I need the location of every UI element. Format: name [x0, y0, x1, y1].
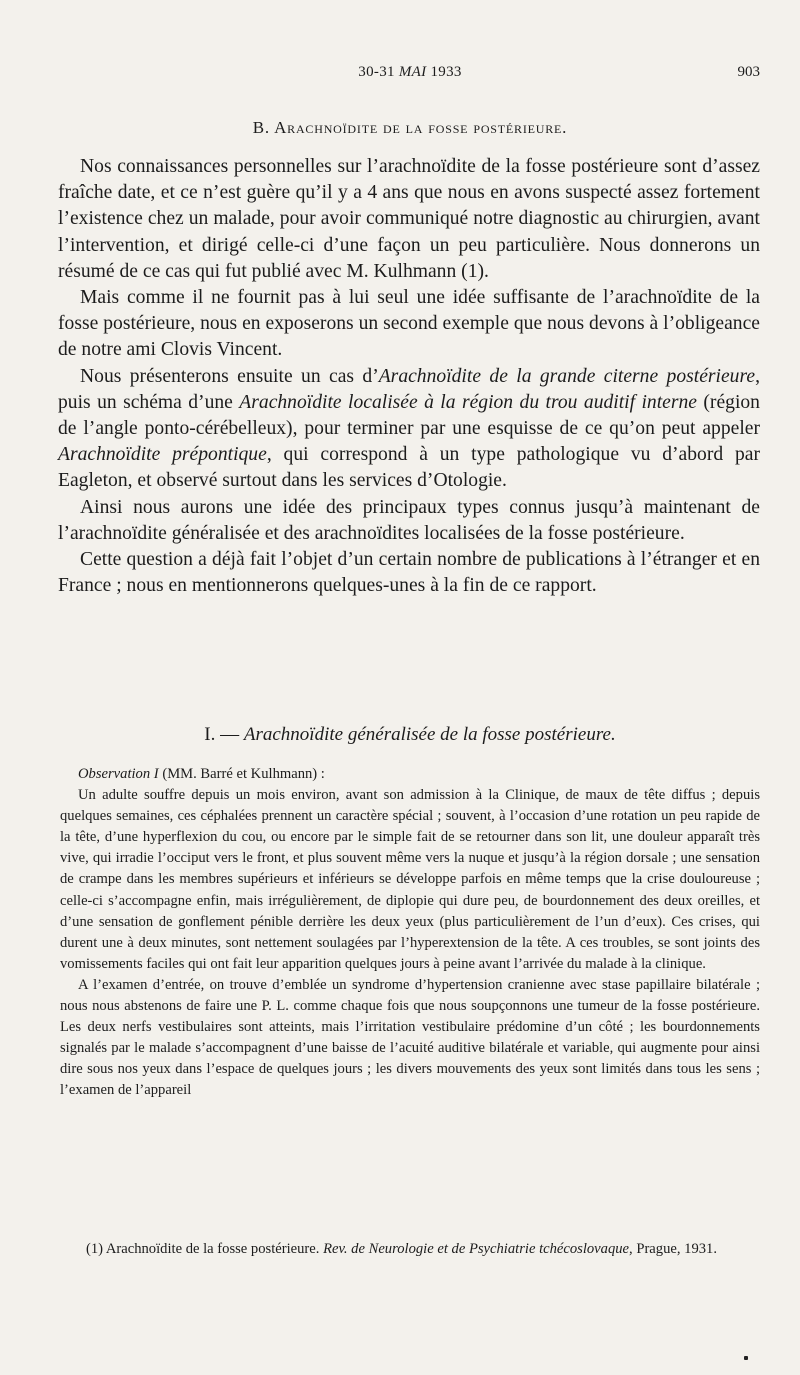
- intro-p3-italic-1: Arachnoïdite de la grande citerne postérieure: [378, 365, 756, 387]
- observation-body: [60, 764, 760, 1102]
- intro-p3-part-e: (région de l’angle ponto-cérébelleux), pour terminer par une esquisse de ce qu’on peut appeler: [58, 391, 760, 440]
- intro-paragraph-3: [58, 364, 760, 495]
- section-i-heading: [60, 724, 760, 746]
- observation-paragraph-2: A l’examen d’entrée, on trouve d’emblée un syndrome d’hypertension cranienne avec stase papillaire bilatérale ; nous nous abstenons de faire une P. L. comme chaque fois que nous soupçonnons une tumeur de la fosse postérieure. Les deux nerfs vestibulaires sont atteints, mais l’irritation vestibulaire prédomine d’un côté ; les bourdonnements signalés par le malade s’accompagnent d’une baisse de l’acuité auditive bilatérale et variable, qui augmente pour ainsi dire sous nos yeux dans l’espace de quelques jours ; les divers mouvements des yeux sont limités dans tous les sens ; l’examen de l’appareil: [60, 976, 760, 1099]
- header-date-prefix: 30-31: [358, 64, 395, 80]
- intro-p3-part-c: , puis un schéma d’une: [58, 365, 760, 413]
- intro-p3-italic-2: Arachnoïdite localisée à la région du trou auditif interne: [239, 391, 697, 413]
- footnote-text-c: , Prague, 1931.: [629, 1241, 717, 1257]
- footnote-text-a: (1) Arachnoïdite de la fosse postérieure.: [86, 1241, 324, 1257]
- intro-paragraph-1: Nos connaissances personnelles sur l’arachnoïdite de la fosse postérieure sont d’assez fraîche date, et ce n’est guère qu’il y a 4 ans que nous en avons suspecté assez fortement l’existence chez un malade, pour avoir communiqué notre diagnostic au chirurgien, avant l’intervention, et dirigé celle-ci d’une façon un peu particulière. Nous donnerons un résumé de ce cas qui fut publié avec M. Kulhmann (1).: [58, 156, 760, 282]
- intro-paragraph-2: Mais comme il ne fournit pas à lui seul une idée suffisante de l’arachnoïdite de la fosse postérieure, nous en exposerons un second exemple que nous devons à l’obligeance de notre ami Clovis Vincent.: [58, 287, 760, 361]
- section-b-heading: B. Arachnoïdite de la fosse postérieure.: [252, 118, 568, 137]
- header-date: [60, 64, 760, 81]
- footnote-1: [60, 1240, 760, 1259]
- intro-p3-italic-3: Arachnoïdite prépontique: [58, 444, 267, 466]
- observation-label: Observation I: [78, 766, 159, 782]
- observation-paragraph-1: Un adulte souffre depuis un mois environ, avant son admission à la Clinique, de maux de tête diffus ; depuis quelques semaines, ces céphalées prennent un caractère spécial ; souvent, à l’occasion d’une rotation un peu rapide de la tête, d’une hyperflexion du cou, ou encore par le simple fait de se retourner dans son lit, une douleur apparaît très vive, qui irradie l’occiput vers le front, et plus souvent même vers la nuque et jusqu’à la région dorsale ; une sensation de crampe dans les membres supérieurs et inférieurs se développe parfois en même temps que la crise douloureuse ; celle-ci s’accompagne enfin, mais irrégulièrement, de diplopie qui dure peu, de bourdonnement des deux oreilles, et d’une sensation de gonflement pénible derrière les deux yeux (plus particulièrement de l’un d’eux). Ces crises, qui durent une à deux minutes, sont nettement soulagées par l’hyperextension de la tête. A ces troubles, se sont joints des vomissements faciles qui ont fait leur apparition quelques jours à peine avant l’arrivée du malade à la clinique.: [60, 787, 760, 972]
- observation-heading: [60, 764, 760, 785]
- page-number: 903: [737, 64, 760, 80]
- footnote-journal: Rev. de Neurologie et de Psychiatrie tchécoslovaque: [323, 1241, 630, 1257]
- intro-paragraph-4: Ainsi nous aurons une idée des principaux types connus jusqu’à maintenant de l’arachnoïdite généralisée et des arachnoïdites localisées de la fosse postérieure.: [58, 496, 760, 544]
- header-date-year: 1933: [430, 64, 462, 80]
- intro-body: [58, 154, 760, 599]
- section-i-numeral: I. —: [204, 724, 240, 745]
- observation-authors: (MM. Barré et Kulhmann) :: [162, 766, 325, 782]
- intro-paragraph-5: Cette question a déjà fait l’objet d’un certain nombre de publications à l’étranger et en France ; nous en mentionnerons quelques-unes à la fin de ce rapport.: [58, 549, 760, 597]
- running-head: [60, 64, 760, 86]
- intro-p3-part-g: , qui correspond à un type pathologique vu d’abord par Eagleton, et observé surtout dans les services d’Otologie.: [58, 444, 761, 492]
- intro-p3-part-a: Nous présenterons ensuite un cas d’: [80, 365, 379, 387]
- section-i-title: Arachnoïdite généralisée de la fosse postérieure.: [243, 724, 616, 745]
- header-date-month: MAI: [398, 64, 427, 80]
- footnote: [60, 1240, 760, 1259]
- print-speck: [744, 1356, 748, 1360]
